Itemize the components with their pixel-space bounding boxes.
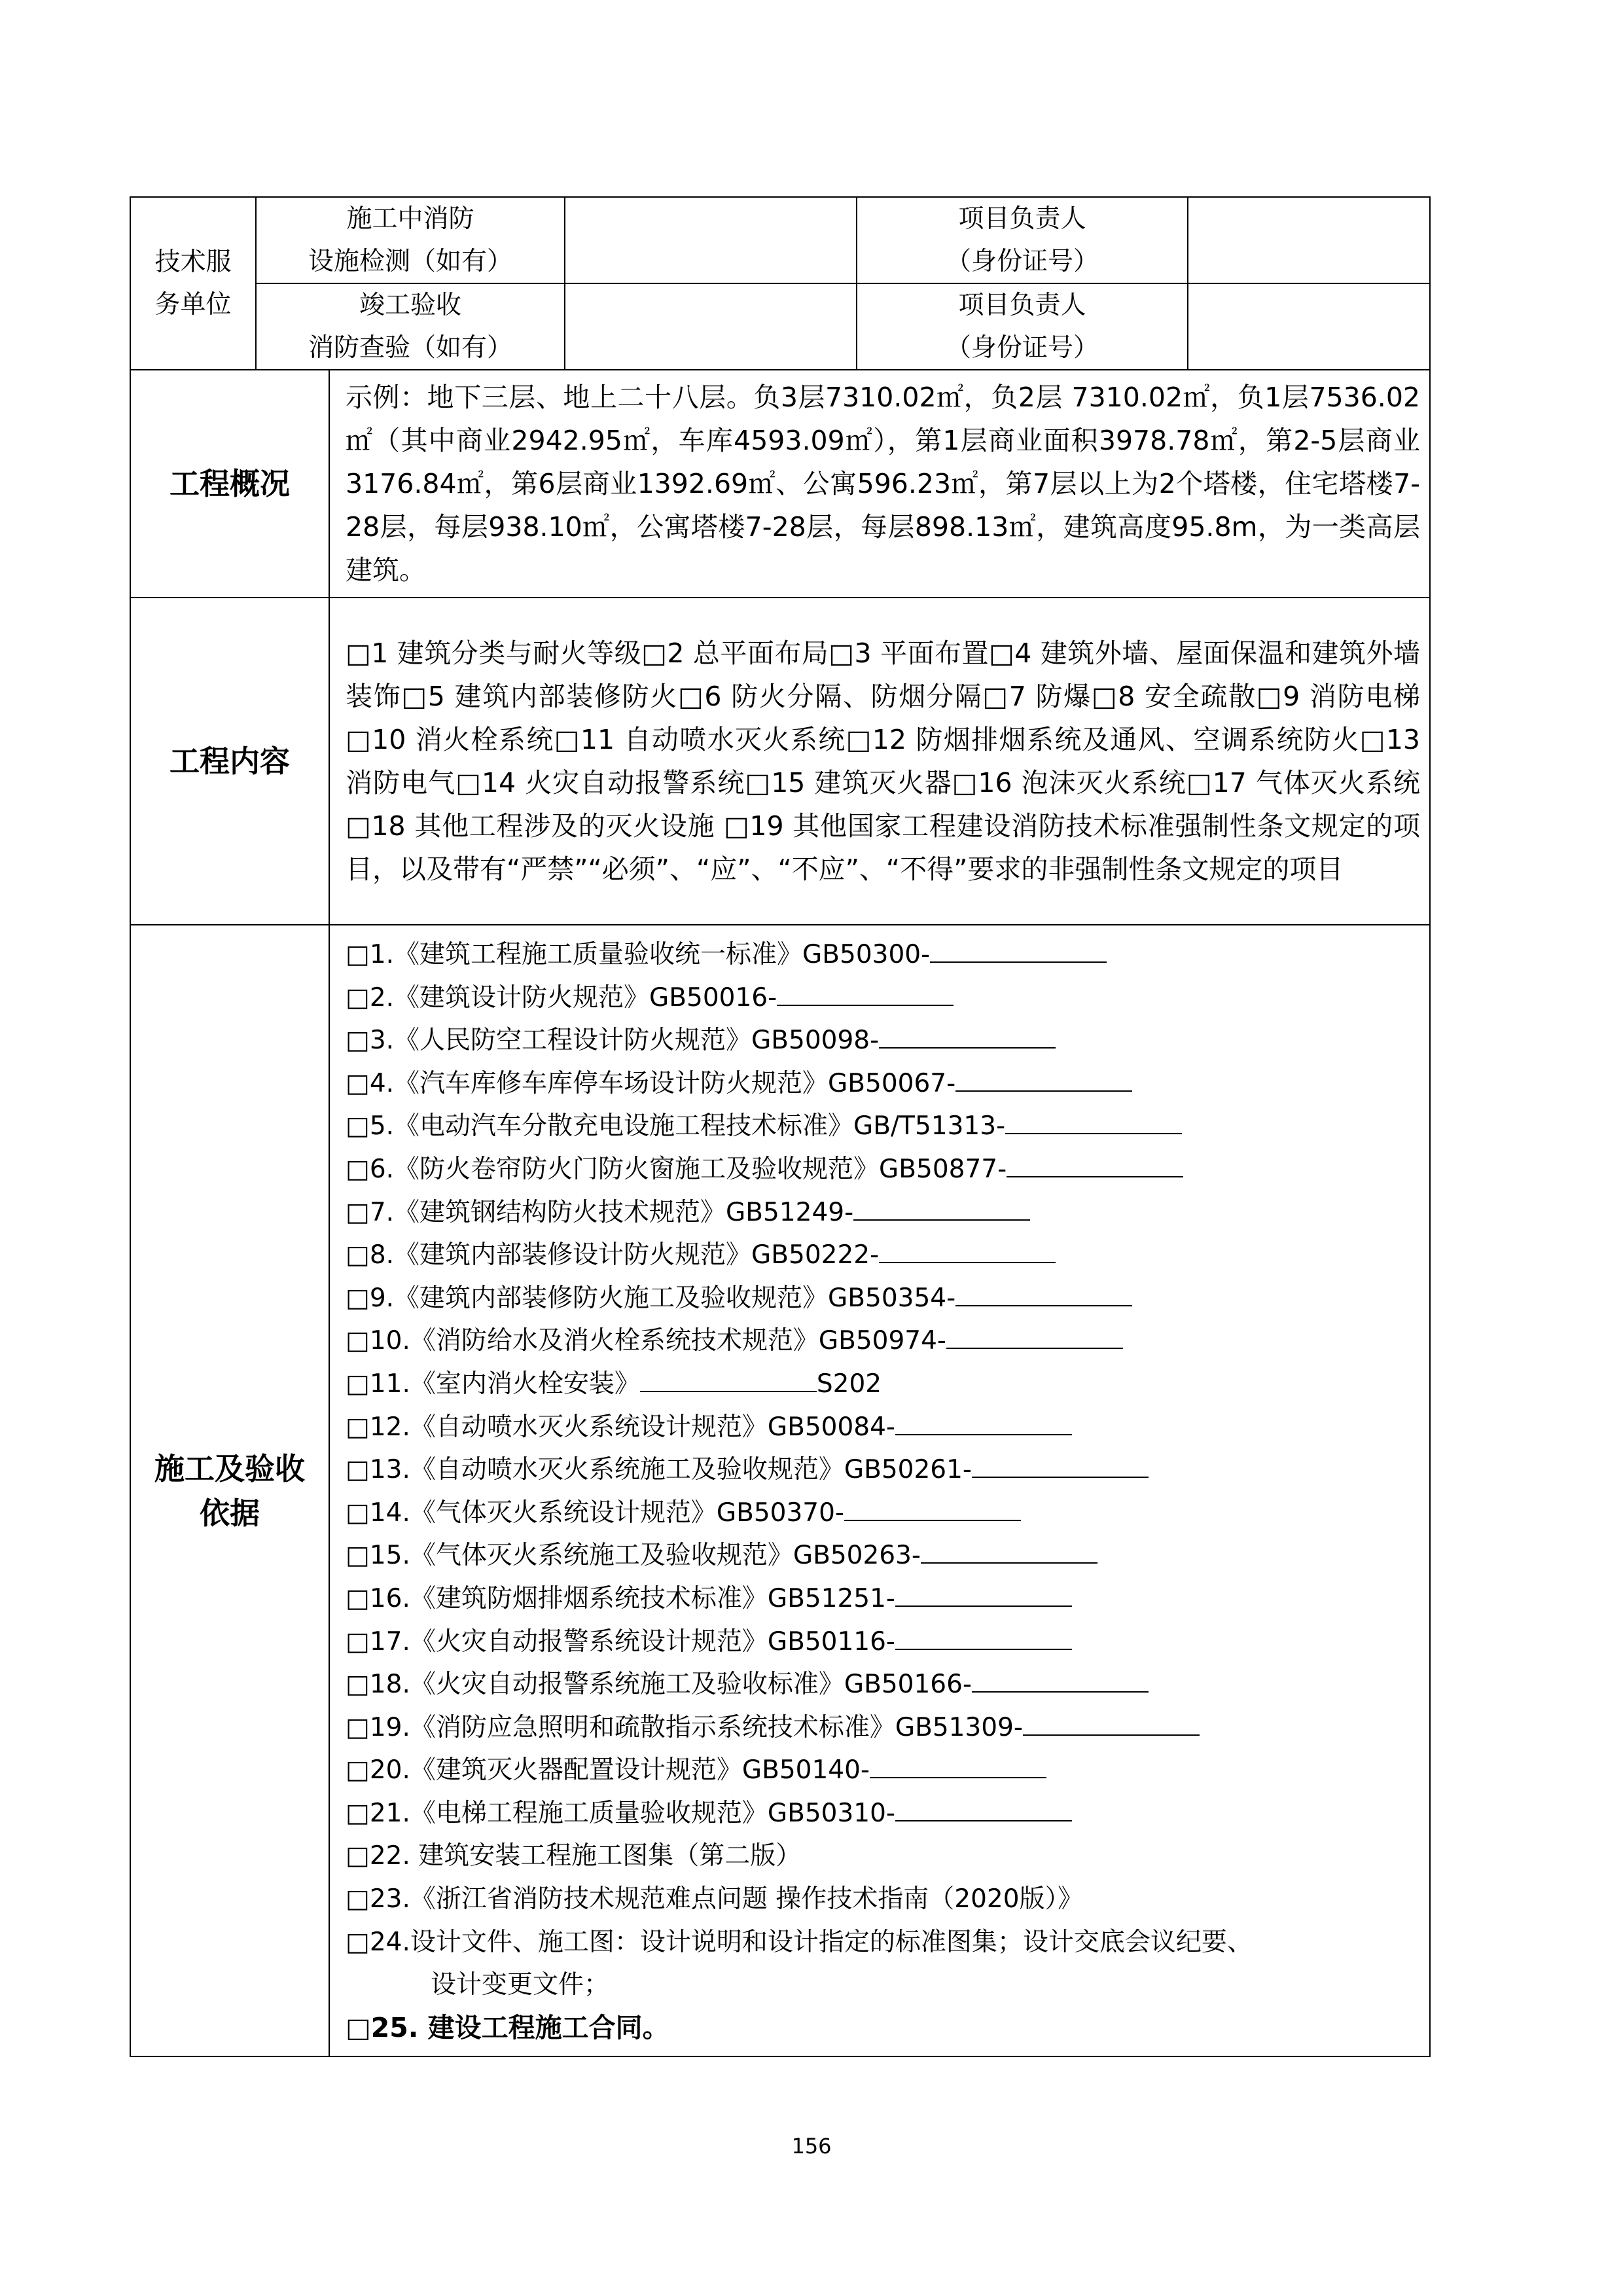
basis-item-5: □5.《电动汽车分散充电设施工程技术标准》GB/T51313- bbox=[346, 1105, 1420, 1148]
project-leader-label-1-line1: 项目负责人 bbox=[958, 204, 1086, 234]
basis-item-11-suffix: S202 bbox=[816, 1369, 882, 1399]
basis-item-15: □15.《气体灭火系统施工及验收规范》GB50263- bbox=[346, 1534, 1420, 1577]
basis-item-8-blank[interactable] bbox=[879, 1236, 1056, 1263]
basis-item-15-blank[interactable] bbox=[921, 1536, 1097, 1564]
project-leader-label-1-line2: （身份证号） bbox=[946, 247, 1099, 276]
basis-item-20-blank[interactable] bbox=[870, 1751, 1046, 1778]
basis-item-18-blank[interactable] bbox=[972, 1665, 1149, 1693]
basis-item-13: □13.《自动喷水灭火系统施工及验收规范》GB50261- bbox=[346, 1448, 1420, 1492]
tech-service-label bbox=[130, 197, 256, 370]
overview-text: 示例：地下三层、地上二十八层。负3层7310.02㎡，负2层 7310.02㎡，负1层7536.02㎡（其中商业2942.95㎡，车库4593.09㎡），第1层商业面积3978.78㎡，第2-5层商业3176.84㎡，第6层商业1392.69㎡、公寓596.23㎡，第7层以上为2个塔楼，住宅塔楼7-28层，每层938.10㎡，公寓塔楼7-28层，每层898.13㎡，建筑高度95.8m，为一类高层建筑。 bbox=[329, 370, 1430, 598]
completion-acceptance-line2: 消防查验（如有） bbox=[308, 333, 513, 363]
basis-list bbox=[329, 925, 1430, 2056]
basis-item-7-blank[interactable] bbox=[853, 1193, 1030, 1221]
completion-acceptance-line1: 竣工验收 bbox=[359, 291, 462, 320]
basis-item-10-blank[interactable] bbox=[946, 1321, 1123, 1349]
basis-item-22: □22. 建筑安装工程施工图集（第二版） bbox=[346, 1841, 802, 1871]
basis-item-24-cont: 设计变更文件； bbox=[431, 1970, 610, 2000]
tech-service-row-1 bbox=[130, 197, 1430, 283]
overview-label: 工程概况 bbox=[130, 370, 329, 598]
completion-acceptance-value[interactable] bbox=[565, 283, 857, 370]
project-leader-label-2-line1: 项目负责人 bbox=[958, 291, 1086, 320]
tech-service-row-2 bbox=[130, 283, 1430, 370]
tech-service-label-line2: 务单位 bbox=[154, 290, 232, 319]
basis-item-17: □17.《火灾自动报警系统设计规范》GB50116- bbox=[346, 1621, 1420, 1664]
overview-row bbox=[130, 370, 1430, 598]
basis-item-4: □4.《汽车库修车库停车场设计防火规范》GB50067- bbox=[346, 1062, 1420, 1105]
basis-label-line1: 施工及验收 bbox=[154, 1450, 305, 1486]
fire-facility-inspection-label bbox=[256, 197, 565, 283]
completion-acceptance-label bbox=[256, 283, 565, 370]
content-text: □1 建筑分类与耐火等级□2 总平面布局□3 平面布置□4 建筑外墙、屋面保温和建筑外墙装饰□5 建筑内部装修防火□6 防火分隔、防烟分隔□7 防爆□8 安全疏散□9 消防电梯□10 消火栓系统□11 自动喷水灭火系统□12 防烟排烟系统及通风、空调系统防火□13 消防电气□14 火灾自动报警系统□15 建筑灭火器□16 泡沫灭火系统□17 气体灭火系统□18 其他工程涉及的灭火设施 □19 其他国家工程建设消防技术标准强制性条文规定的项目，以及带有“严禁”“必须”、“应”、“不应”、“不得”要求的非强制性条文规定的项目 bbox=[329, 598, 1430, 925]
basis-item-16: □16.《建筑防烟排烟系统技术标准》GB51251- bbox=[346, 1577, 1420, 1621]
project-leader-label-2-line2: （身份证号） bbox=[946, 333, 1099, 363]
basis-row bbox=[130, 925, 1430, 2056]
project-leader-value-2[interactable] bbox=[1188, 283, 1430, 370]
fire-facility-inspection-line1: 施工中消防 bbox=[346, 204, 474, 234]
basis-item-3-blank[interactable] bbox=[879, 1021, 1056, 1049]
project-leader-label-1 bbox=[857, 197, 1188, 283]
basis-item-3: □3.《人民防空工程设计防火规范》GB50098- bbox=[346, 1019, 1420, 1062]
basis-item-19: □19.《消防应急照明和疏散指示系统技术标准》GB51309- bbox=[346, 1706, 1420, 1749]
basis-item-14-blank[interactable] bbox=[844, 1494, 1021, 1521]
form-table bbox=[130, 196, 1431, 2057]
basis-item-23: □23.《浙江省消防技术规范难点问题 操作技术指南（2020版）》 bbox=[346, 1884, 1084, 1914]
basis-item-21: □21.《电梯工程施工质量验收规范》GB50310- bbox=[346, 1792, 1420, 1835]
project-leader-value-1[interactable] bbox=[1188, 197, 1430, 283]
basis-item-18: □18.《火灾自动报警系统施工及验收标准》GB50166- bbox=[346, 1663, 1420, 1706]
basis-label-line2: 依据 bbox=[200, 1495, 260, 1531]
page-number: 156 bbox=[791, 2134, 832, 2159]
fire-facility-inspection-line2: 设施检测（如有） bbox=[308, 247, 513, 276]
basis-item-1-blank[interactable] bbox=[930, 935, 1107, 963]
basis-item-7: □7.《建筑钢结构防火技术规范》GB51249- bbox=[346, 1191, 1420, 1234]
basis-item-11: □11.《室内消火栓安装》 S202 bbox=[346, 1363, 1420, 1406]
basis-item-2: □2.《建筑设计防火规范》GB50016- bbox=[346, 977, 1420, 1020]
basis-item-20: □20.《建筑灭火器配置设计规范》GB50140- bbox=[346, 1749, 1420, 1792]
basis-item-12-blank[interactable] bbox=[895, 1408, 1072, 1435]
basis-item-11-blank[interactable] bbox=[640, 1365, 817, 1392]
basis-item-6-blank[interactable] bbox=[1007, 1150, 1183, 1177]
basis-item-8: □8.《建筑内部装修设计防火规范》GB50222- bbox=[346, 1234, 1420, 1277]
basis-item-14: □14.《气体灭火系统设计规范》GB50370- bbox=[346, 1492, 1420, 1535]
tech-service-label-line1: 技术服 bbox=[154, 247, 232, 277]
basis-item-6: □6.《防火卷帘防火门防火窗施工及验收规范》GB50877- bbox=[346, 1148, 1420, 1191]
basis-item-25: □25. 建设工程施工合同。 bbox=[346, 2011, 669, 2043]
basis-item-9: □9.《建筑内部装修防火施工及验收规范》GB50354- bbox=[346, 1277, 1420, 1320]
basis-item-16-blank[interactable] bbox=[895, 1579, 1072, 1607]
basis-item-5-blank[interactable] bbox=[1005, 1107, 1182, 1134]
basis-item-19-blank[interactable] bbox=[1023, 1708, 1200, 1736]
basis-item-4-blank[interactable] bbox=[955, 1064, 1132, 1092]
basis-item-2-blank[interactable] bbox=[777, 978, 954, 1006]
basis-item-17-blank[interactable] bbox=[895, 1623, 1072, 1650]
basis-item-21-blank[interactable] bbox=[895, 1794, 1072, 1821]
basis-item-10: □10.《消防给水及消火栓系统技术规范》GB50974- bbox=[346, 1319, 1420, 1363]
basis-item-12: □12.《自动喷水灭火系统设计规范》GB50084- bbox=[346, 1406, 1420, 1449]
basis-item-9-blank[interactable] bbox=[955, 1279, 1132, 1306]
fire-facility-inspection-value[interactable] bbox=[565, 197, 857, 283]
basis-item-13-blank[interactable] bbox=[972, 1450, 1149, 1478]
basis-item-24: □24.设计文件、施工图：设计说明和设计指定的标准图集；设计交底会议纪要、 bbox=[346, 1927, 1253, 1957]
project-leader-label-2 bbox=[857, 283, 1188, 370]
content-label: 工程内容 bbox=[130, 598, 329, 925]
content-row bbox=[130, 598, 1430, 925]
basis-label bbox=[130, 925, 329, 2056]
basis-item-1: □1.《建筑工程施工质量验收统一标准》GB50300- bbox=[346, 933, 1420, 977]
